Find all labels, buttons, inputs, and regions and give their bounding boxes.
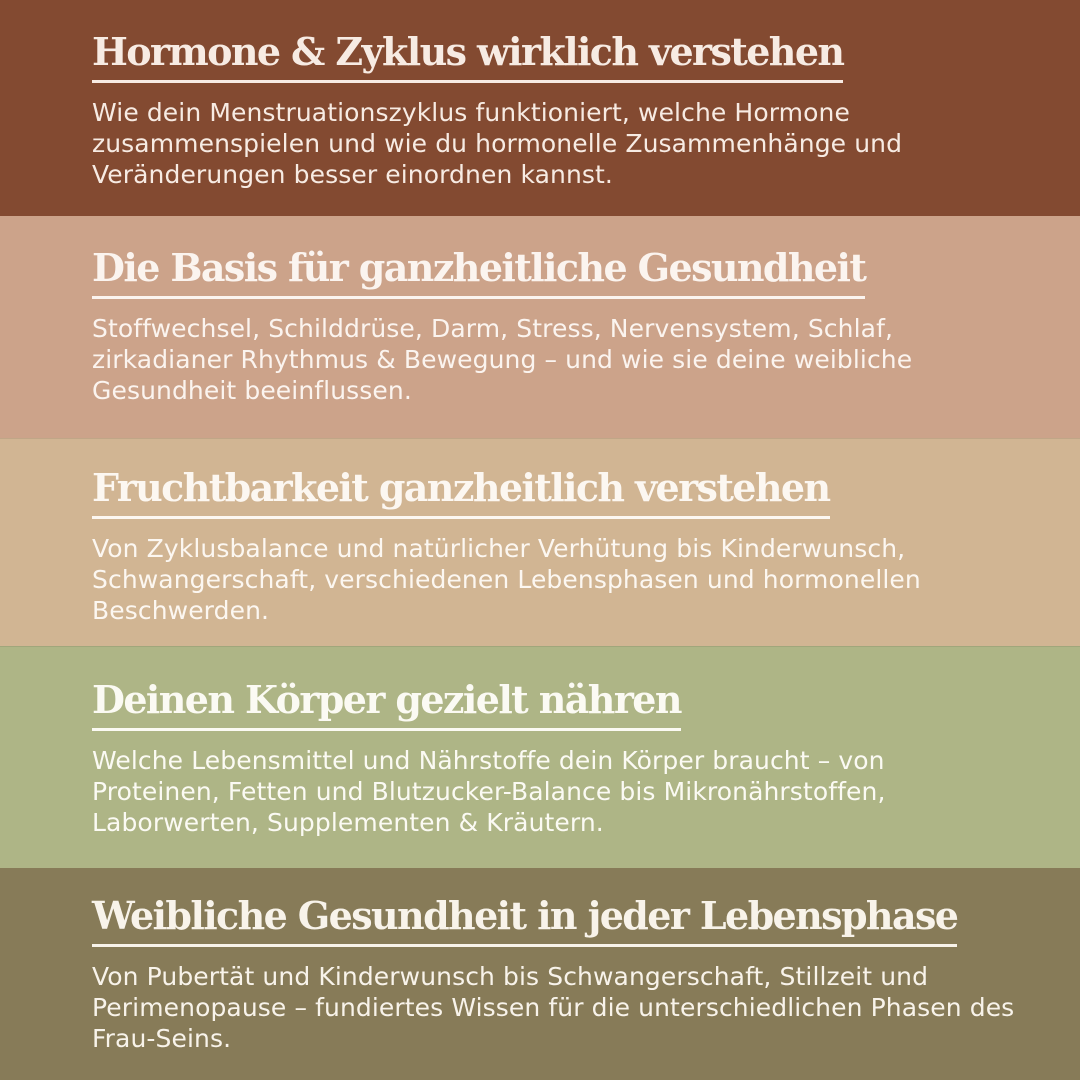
- section-fertility: [0, 438, 1080, 646]
- section-description: Wie dein Menstruationszyklus funktioniert, welche Hormone zusammenspielen und wie du hormonelle Zusammenhänge und Veränderungen besser einordnen kannst.: [92, 98, 903, 189]
- section-nutrition: [0, 646, 1080, 868]
- section-title: Hormone & Zyklus wirklich verstehen: [92, 26, 843, 83]
- section-divider: [0, 646, 1080, 647]
- section-description: Welche Lebensmittel und Nährstoffe dein Körper braucht – von Proteinen, Fetten und Blutzucker-Balance bis Mikronährstoffen, Laborwerten, Supplementen & Kräutern.: [92, 746, 886, 837]
- section-description: Stoffwechsel, Schilddrüse, Darm, Stress, Nervensystem, Schlaf, zirkadianer Rhythmus & Bewegung – und wie sie deine weibliche Gesundheit beeinflussen.: [92, 314, 913, 405]
- section-hormones-cycle: [0, 0, 1080, 216]
- section-title: Die Basis für ganzheitliche Gesundheit: [92, 242, 865, 299]
- section-description: Von Zyklusbalance und natürlicher Verhütung bis Kinderwunsch, Schwangerschaft, verschiedenen Lebensphasen und hormonellen Beschwerden.: [92, 534, 921, 625]
- section-description: Von Pubertät und Kinderwunsch bis Schwangerschaft, Stillzeit und Perimenopause – fundiertes Wissen für die unterschiedlichen Phasen des Frau-Seins.: [92, 962, 1015, 1053]
- section-title: Deinen Körper gezielt nähren: [92, 674, 681, 731]
- section-title: Fruchtbarkeit ganzheitlich verstehen: [92, 462, 830, 519]
- section-divider: [0, 438, 1080, 439]
- section-holistic-health-basis: [0, 216, 1080, 438]
- section-life-phases: [0, 868, 1080, 1080]
- section-title: Weibliche Gesundheit in jeder Lebensphase: [92, 890, 957, 947]
